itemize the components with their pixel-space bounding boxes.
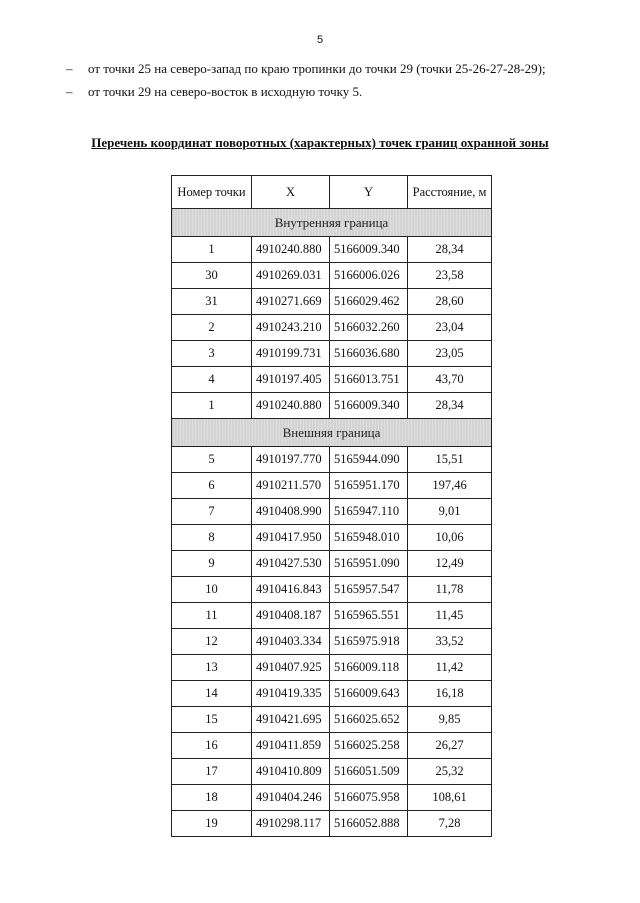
column-header-x: X: [252, 176, 330, 209]
cell-distance: 43,70: [408, 367, 492, 393]
cell-point-number: 31: [172, 289, 252, 315]
cell-x: 4910240.880: [252, 237, 330, 263]
cell-point-number: 6: [172, 473, 252, 499]
cell-y: 5165947.110: [330, 499, 408, 525]
table-row: [172, 525, 492, 551]
table-row: [172, 655, 492, 681]
cell-point-number: 16: [172, 733, 252, 759]
page-number: 5: [316, 34, 324, 46]
cell-point-number: 15: [172, 707, 252, 733]
cell-point-number: 3: [172, 341, 252, 367]
cell-point-number: 13: [172, 655, 252, 681]
cell-x: 4910271.669: [252, 289, 330, 315]
section-header-row: [172, 419, 492, 447]
table-row: [172, 263, 492, 289]
cell-y: 5165951.170: [330, 473, 408, 499]
cell-point-number: 11: [172, 603, 252, 629]
cell-y: 5166009.118: [330, 655, 408, 681]
cell-x: 4910211.570: [252, 473, 330, 499]
cell-distance: 12,49: [408, 551, 492, 577]
section-title: Внешняя граница: [172, 419, 492, 447]
column-header-distance: Расстояние, м: [408, 176, 492, 209]
cell-x: 4910199.731: [252, 341, 330, 367]
cell-point-number: 2: [172, 315, 252, 341]
route-description-list: [66, 60, 586, 106]
list-item-text: от точки 25 на северо-запад по краю тропинки до точки 29 (точки 25-26-27-28-29);: [88, 61, 546, 76]
cell-x: 4910197.770: [252, 447, 330, 473]
cell-distance: 7,28: [408, 811, 492, 837]
cell-x: 4910197.405: [252, 367, 330, 393]
table-row: [172, 733, 492, 759]
table-row: [172, 237, 492, 263]
cell-point-number: 19: [172, 811, 252, 837]
cell-distance: 11,78: [408, 577, 492, 603]
section-header-row: [172, 209, 492, 237]
cell-y: 5165957.547: [330, 577, 408, 603]
cell-point-number: 9: [172, 551, 252, 577]
cell-point-number: 10: [172, 577, 252, 603]
table-row: [172, 681, 492, 707]
cell-y: 5166025.258: [330, 733, 408, 759]
cell-distance: 28,34: [408, 393, 492, 419]
table-row: [172, 473, 492, 499]
column-header-y: Y: [330, 176, 408, 209]
cell-distance: 28,60: [408, 289, 492, 315]
cell-point-number: 18: [172, 785, 252, 811]
table-row: [172, 785, 492, 811]
cell-y: 5166032.260: [330, 315, 408, 341]
table-row: [172, 289, 492, 315]
cell-x: 4910408.990: [252, 499, 330, 525]
list-item: [66, 83, 586, 100]
cell-point-number: 12: [172, 629, 252, 655]
section-title: Внутренняя граница: [172, 209, 492, 237]
table-row: [172, 707, 492, 733]
cell-point-number: 4: [172, 367, 252, 393]
list-dash: –: [66, 84, 73, 99]
cell-y: 5166025.652: [330, 707, 408, 733]
cell-distance: 28,34: [408, 237, 492, 263]
cell-point-number: 1: [172, 237, 252, 263]
list-item: [66, 60, 586, 77]
cell-x: 4910417.950: [252, 525, 330, 551]
cell-distance: 23,05: [408, 341, 492, 367]
cell-point-number: 5: [172, 447, 252, 473]
cell-y: 5166009.340: [330, 393, 408, 419]
table-row: [172, 603, 492, 629]
cell-y: 5166013.751: [330, 367, 408, 393]
table-row: [172, 367, 492, 393]
cell-y: 5166029.462: [330, 289, 408, 315]
cell-x: 4910419.335: [252, 681, 330, 707]
table-row: [172, 759, 492, 785]
cell-x: 4910407.925: [252, 655, 330, 681]
cell-distance: 108,61: [408, 785, 492, 811]
cell-y: 5166009.340: [330, 237, 408, 263]
coordinates-table: [171, 175, 492, 837]
cell-point-number: 17: [172, 759, 252, 785]
table-row: [172, 811, 492, 837]
cell-y: 5166052.888: [330, 811, 408, 837]
table-row: [172, 447, 492, 473]
cell-distance: 16,18: [408, 681, 492, 707]
cell-distance: 25,32: [408, 759, 492, 785]
cell-x: 4910427.530: [252, 551, 330, 577]
cell-y: 5165975.918: [330, 629, 408, 655]
cell-y: 5166075.958: [330, 785, 408, 811]
cell-x: 4910411.859: [252, 733, 330, 759]
table-row: [172, 315, 492, 341]
cell-y: 5166009.643: [330, 681, 408, 707]
table-row: [172, 577, 492, 603]
table-heading: Перечень координат поворотных (характерных) точек границ охранной зоны: [91, 135, 549, 150]
table-row: [172, 341, 492, 367]
cell-distance: 11,42: [408, 655, 492, 681]
cell-point-number: 1: [172, 393, 252, 419]
cell-x: 4910416.843: [252, 577, 330, 603]
cell-point-number: 30: [172, 263, 252, 289]
cell-distance: 33,52: [408, 629, 492, 655]
cell-y: 5165965.551: [330, 603, 408, 629]
cell-distance: 10,06: [408, 525, 492, 551]
cell-y: 5166036.680: [330, 341, 408, 367]
table-row: [172, 629, 492, 655]
cell-distance: 15,51: [408, 447, 492, 473]
table-row: [172, 551, 492, 577]
cell-y: 5165948.010: [330, 525, 408, 551]
table-row: [172, 499, 492, 525]
cell-y: 5166051.509: [330, 759, 408, 785]
cell-point-number: 8: [172, 525, 252, 551]
list-dash: –: [66, 61, 73, 76]
cell-point-number: 7: [172, 499, 252, 525]
cell-x: 4910269.031: [252, 263, 330, 289]
cell-distance: 9,01: [408, 499, 492, 525]
cell-y: 5166006.026: [330, 263, 408, 289]
table-header-row: [172, 176, 492, 209]
cell-x: 4910243.210: [252, 315, 330, 341]
cell-x: 4910421.695: [252, 707, 330, 733]
cell-x: 4910410.809: [252, 759, 330, 785]
column-header-point-number: Номер точки: [172, 176, 252, 209]
cell-point-number: 14: [172, 681, 252, 707]
table-row: [172, 393, 492, 419]
cell-distance: 9,85: [408, 707, 492, 733]
cell-x: 4910298.117: [252, 811, 330, 837]
cell-distance: 11,45: [408, 603, 492, 629]
cell-distance: 23,58: [408, 263, 492, 289]
cell-distance: 197,46: [408, 473, 492, 499]
cell-distance: 23,04: [408, 315, 492, 341]
cell-distance: 26,27: [408, 733, 492, 759]
cell-x: 4910408.187: [252, 603, 330, 629]
cell-x: 4910403.334: [252, 629, 330, 655]
cell-y: 5165944.090: [330, 447, 408, 473]
cell-x: 4910240.880: [252, 393, 330, 419]
cell-x: 4910404.246: [252, 785, 330, 811]
list-item-text: от точки 29 на северо-восток в исходную точку 5.: [88, 84, 363, 99]
cell-y: 5165951.090: [330, 551, 408, 577]
